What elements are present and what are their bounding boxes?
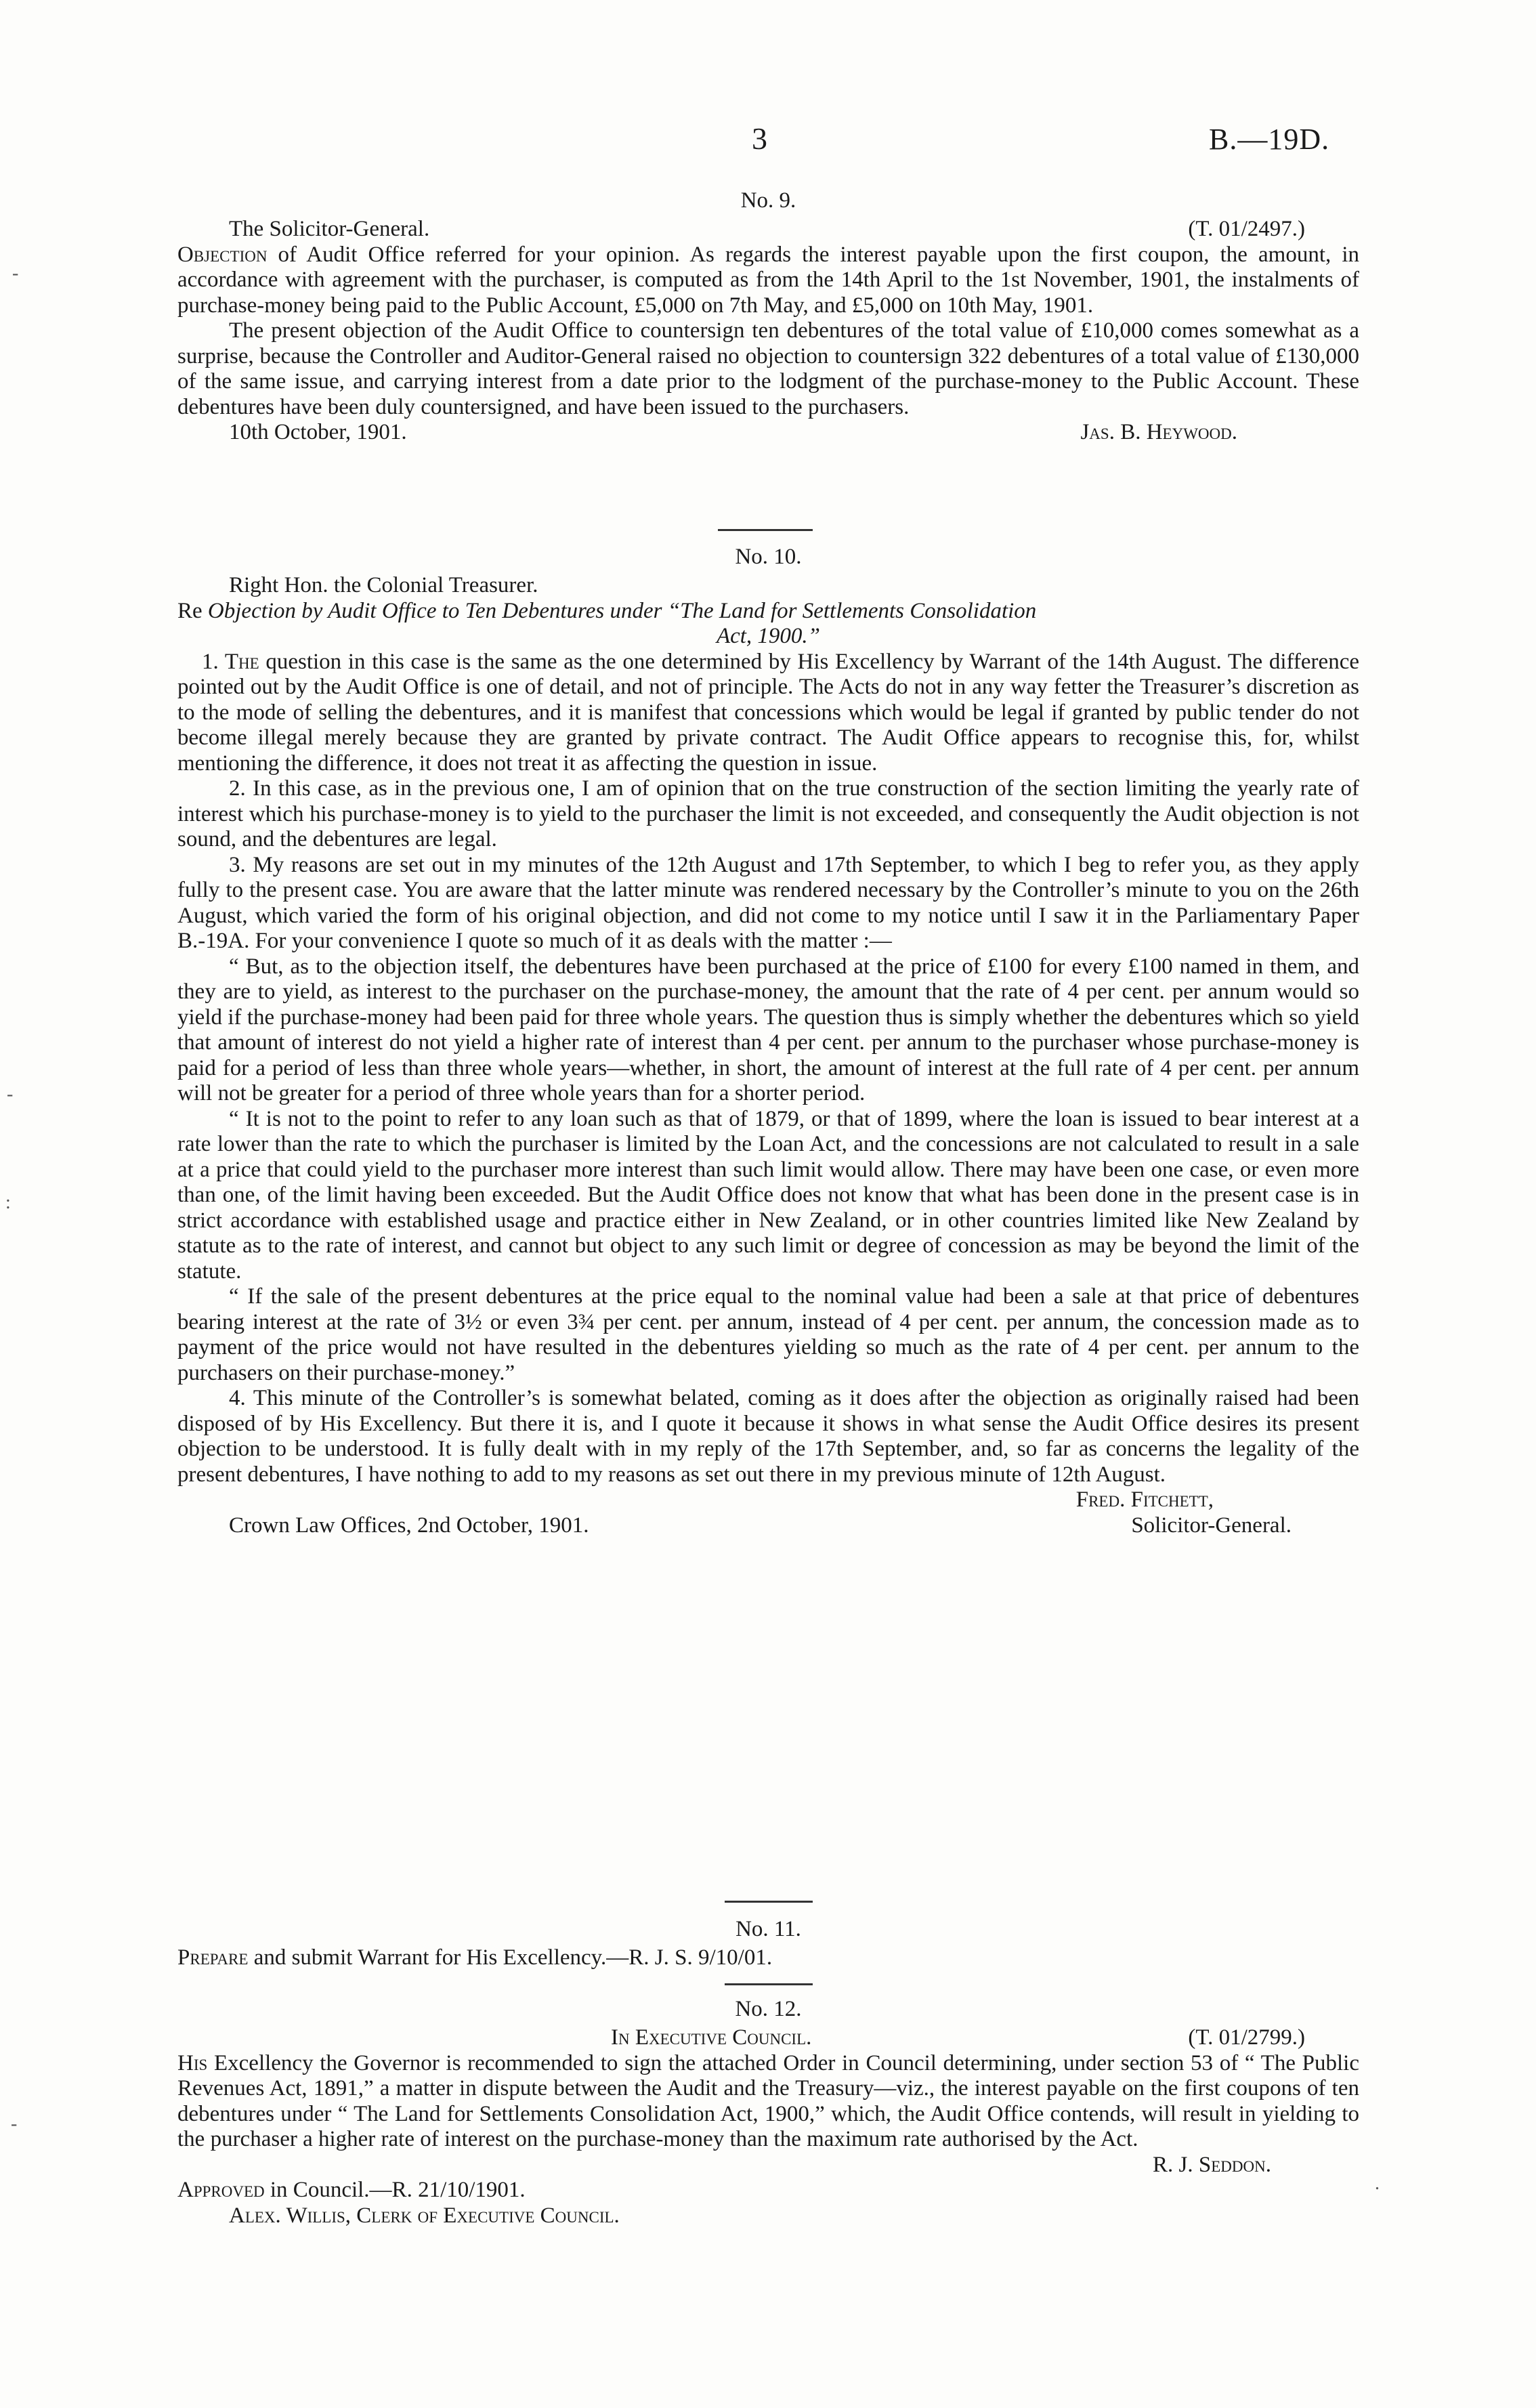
- no12-clerk: Alex. Willis, Clerk of Executive Council.: [229, 2203, 620, 2228]
- no10-signature-row: [177, 1487, 1359, 1513]
- no12-body: Excellency the Governor is recommended to sign the attached Order in Council determining, under section 53 of “ The Public Revenues Act, 1891,” a matter in dispute between the Audit and the Treasury—viz., the interest payable on the first coupons of ten debentures under “ The Land for Settlements Consolidation Act, 1900,” which, the Audit Office contends, will result in yielding to the purchaser a higher rate of interest on the purchase-money than the maximum rate authorised by the Act.: [177, 2050, 1359, 2151]
- margin-mark: -: [7, 1084, 14, 1105]
- no10-addressee: Right Hon. the Colonial Treasurer.: [229, 573, 538, 597]
- no9-signature: Jas. B. Heywood.: [1080, 420, 1237, 444]
- no9-reference: (T. 01/2497.): [1188, 217, 1305, 241]
- no9-signoff-row: [177, 420, 1359, 446]
- no12-council-row: [177, 2025, 1359, 2051]
- no11-lead-word: Prepare: [177, 1945, 249, 1970]
- no12-section: [177, 2025, 1359, 2229]
- no9-heading: No. 9.: [740, 188, 796, 213]
- no9-date: 10th October, 1901.: [229, 420, 407, 444]
- no12-lead-word: His: [177, 2050, 208, 2075]
- no12-approved-text: in Council.—R. 21/10/1901.: [270, 2178, 526, 2202]
- no12-heading: No. 12.: [735, 1997, 802, 2021]
- page-number: 3: [752, 121, 767, 156]
- no9-paragraph-2: The present objection of the Audit Office to countersign ten debentures of the total value of £10,000 comes somewhat as a surprise, because the Controller and Auditor-General raised no objection to countersign 322 debentures of a total value of £130,000 of the same issue, and carrying interest from a date prior to the lodgment of the purchase-money to the Public Account. These debentures have been duly countersigned, and have been issued to the purchasers.: [177, 318, 1359, 419]
- margin-mark: .: [1375, 2173, 1380, 2194]
- no11-section: [177, 1945, 1359, 1971]
- no12-council: In Executive Council.: [611, 2025, 812, 2050]
- no10-signature: Fred. Fitchett,: [1075, 1487, 1214, 1512]
- no12-signature-row: [177, 2153, 1359, 2178]
- margin-mark: :: [5, 1192, 11, 1213]
- margin-mark: -: [12, 263, 19, 284]
- no10-subject-line-1: Objection by Audit Office to Ten Debentures under “The Land for Settlements Consolidation: [207, 598, 1037, 623]
- no11-heading: No. 11.: [735, 1917, 801, 1941]
- no11-body: and submit Warrant for His Excellency.—R. J. S. 9/10/01.: [253, 1945, 773, 1970]
- no10-subject: [177, 599, 1359, 625]
- no10-paragraph-4: 4. This minute of the Controller’s is somewhat belated, coming as it does after the objection as originally raised had been disposed of by His Excellency. But there it is, and I quote it because it shows in what sense the Audit Office desires its present objection to be understood. It is fully dealt with in my reply of the 17th September, and, so far as concerns the legality of the present debentures, I have nothing to add to my reasons as set out there in my previous minute of 12th August.: [177, 1386, 1359, 1487]
- no9-paragraph-1-text: of Audit Office referred for your opinion. As regards the interest payable upon the first coupon, the amount, in accordance with agreement with the purchaser, is computed as from the 14th April to the 1st November, 1901, the instalments of purchase-money being paid to the Public Account, £5,000 on 7th May, and £5,000 on 10th May, 1901.: [177, 242, 1359, 318]
- no10-title: Solicitor-General.: [1131, 1513, 1292, 1538]
- no10-office: Crown Law Offices, 2nd October, 1901.: [229, 1513, 589, 1538]
- margin-mark: -: [11, 2113, 18, 2134]
- no12-approved: [177, 2178, 1359, 2203]
- section-divider: [725, 1901, 813, 1903]
- no9-addressee: The Solicitor-General.: [229, 217, 430, 241]
- no9-section: [177, 217, 1359, 446]
- no9-lead-word: Objection: [177, 242, 268, 267]
- section-divider: [718, 529, 813, 531]
- no10-subject-line-2: Act, 1900.”: [716, 624, 821, 648]
- no12-signature: R. J. Seddon.: [1153, 2152, 1271, 2177]
- no10-paragraph-1: [177, 650, 1359, 777]
- document-reference: B.—19D.: [1209, 123, 1330, 156]
- no10-paragraph-2: 2. In this case, as in the previous one, I am of opinion that on the true construction of the section limiting the yearly rate of interest which his purchase-money is to yield to the purchaser the limit is not exceeded, and consequently the Audit objection is not sound, and the debentures are legal.: [177, 776, 1359, 851]
- no10-quote-3: “ If the sale of the present debentures at the price equal to the nominal value had been a sale at that price of debentures bearing interest at the rate of 3½ or even 3¾ per cent. per annum, instead of 4 per cent. per annum, the concession made as to payment of the price would not have resulted in the debentures yielding so much as the rate of 4 per cent. per annum to the purchasers on their purchase-money.”: [177, 1284, 1359, 1385]
- no12-reference: (T. 01/2799.): [1188, 2025, 1305, 2050]
- no9-paragraph-1: [177, 242, 1359, 319]
- no10-quote-2: “ It is not to the point to refer to any loan such as that of 1879, or that of 1899, where the loan is issued to bear interest at a rate lower than the rate to which the purchaser is limited by the Loan Act, and the concessions are not calculated to result in a sale at a price that could yield to the purchaser more interest than such limit would allow. There may have been one case, or even more than one, of the limit having been exceeded. But the Audit Office does not know that what has been done in the present case is in strict accordance with established usage and practice either in New Zealand, or in other countries limited like New Zealand by statute as to the rate of interest, and cannot but object to any such limit or degree of concession as may be beyond the limit of the statute.: [177, 1106, 1359, 1284]
- no10-office-row: [177, 1513, 1359, 1539]
- section-divider: [725, 1983, 813, 1985]
- no10-heading: No. 10.: [735, 545, 802, 569]
- no10-paragraph-1-text: question in this case is the same as the one determined by His Excellency by Warrant of the 14th August. The difference pointed out by the Audit Office is one of detail, and not of principle. The Acts do not in any way fetter the Treasurer’s discretion as to the mode of selling the debentures, and it is manifest that concessions which would be legal if granted by public tender do not become illegal merely because they are granted by private contract. The Audit Office appears to recognise this, for, whilst mentioning the difference, it does not treat it as affecting the question in issue.: [177, 649, 1359, 776]
- no10-section: [177, 573, 1359, 1538]
- no12-paragraph: [177, 2051, 1359, 2153]
- no10-quote-1: “ But, as to the objection itself, the debentures have been purchased at the price of £100 for every £100 named in them, and they are to yield, as interest to the purchaser on the purchase-money, the amount that the rate of 4 per cent. per annum would so yield if the purchase-money had been paid for three whole years. The question thus is simply whether the debentures which so yield that amount of interest do not yield a higher rate of interest than 4 per cent. per annum to the purchaser whose purchase-money is paid for a period of less than three whole years—whether, in short, the amount of interest at the full rate of 4 per cent. per annum will not be greater for a period of three whole years than for a shorter period.: [177, 954, 1359, 1105]
- no12-approved-lead: Approved: [177, 2178, 265, 2202]
- no10-re-prefix: Re: [177, 598, 202, 623]
- no10-paragraph-3: 3. My reasons are set out in my minutes of the 12th August and 17th September, to which I beg to refer you, as they apply fully to the present case. You are aware that the latter minute was rendered necessary by the Controller’s minute to you on the 26th August, which varied the form of his original objection, and did not come to my notice until I saw it in the Parliamentary Paper B.-19A. For your convenience I quote so much of it as deals with the matter :—: [177, 852, 1359, 953]
- no9-address-row: [177, 217, 1359, 242]
- no11-text: [177, 1945, 1359, 1971]
- no10-lead-word: 1. The: [202, 649, 259, 674]
